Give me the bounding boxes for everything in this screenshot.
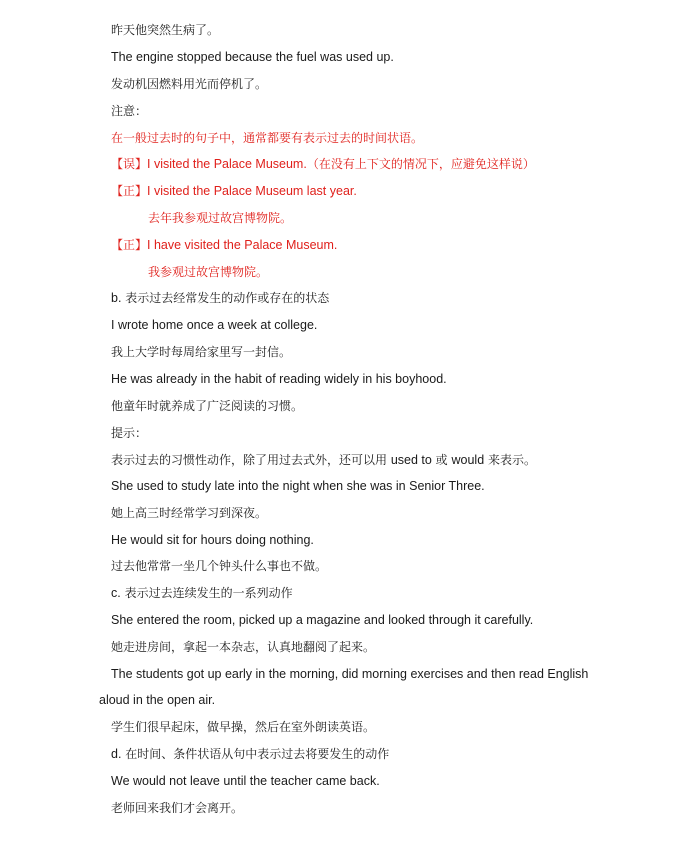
correct-example-line (111, 237, 337, 253)
section-marker: d. (111, 747, 122, 761)
example-sentence-continued: aloud in the open air. (99, 693, 216, 707)
section-heading-d (111, 746, 389, 762)
example-sentence: He would sit for hours doing nothing. (111, 533, 314, 547)
tip-text-part: 来表示。 (484, 453, 536, 467)
example-translation: 学生们很早起床，做早操，然后在室外朗读英语。 (111, 720, 376, 734)
wrong-example-note: （在没有上下文的情况下，应避免这样说） (306, 157, 535, 171)
section-title: 表示过去经常发生的动作或存在的状态 (125, 291, 330, 305)
example-sentence: She used to study late into the night when she was in Senior Three. (111, 479, 485, 493)
correct-example-line (111, 183, 357, 199)
example-sentence: He was already in the habit of reading widely in his boyhood. (111, 372, 447, 386)
correct-example-sentence: I visited the Palace Museum last year. (147, 184, 357, 198)
example-translation: 我上大学时每周给家里写一封信。 (111, 345, 292, 359)
example-sentence: The students got up early in the morning, did morning exercises and then read English (111, 667, 589, 681)
section-heading-b (111, 290, 329, 306)
correct-example-translation: 我参观过故宫博物院。 (148, 265, 269, 279)
tip-text-part: 表示过去的习惯性动作，除了用过去式外，还可以用 (111, 453, 391, 467)
tip-text (111, 452, 536, 468)
example-translation: 昨天他突然生病了。 (111, 23, 220, 37)
wrong-example-line (111, 156, 535, 172)
wrong-tag: 【误】 (111, 157, 148, 171)
correct-example-translation: 去年我参观过故宫博物院。 (148, 211, 293, 225)
example-translation: 过去他常常一坐几个钟头什么事也不做。 (111, 559, 328, 573)
example-translation: 他童年时就养成了广泛阅读的习惯。 (111, 399, 304, 413)
section-heading-c (111, 585, 293, 601)
correct-tag: 【正】 (111, 238, 148, 252)
wrong-example-sentence: I visited the Palace Museum. (147, 157, 307, 171)
note-rule: 在一般过去时的句子中，通常都要有表示过去的时间状语。 (111, 131, 424, 145)
section-marker: c. (111, 586, 121, 600)
tip-keyword: would (451, 453, 485, 467)
section-title: 在时间、条件状语从句中表示过去将要发生的动作 (125, 747, 390, 761)
section-marker: b. (111, 291, 122, 305)
tip-text-part: 或 (431, 453, 452, 467)
example-sentence: The engine stopped because the fuel was used up. (111, 50, 394, 64)
example-translation: 发动机因燃料用光而停机了。 (111, 77, 268, 91)
tip-keyword: used to (390, 453, 432, 467)
correct-example-sentence: I have visited the Palace Museum. (147, 238, 338, 252)
example-translation: 她走进房间，拿起一本杂志，认真地翻阅了起来。 (111, 640, 376, 654)
example-translation: 老师回来我们才会离开。 (111, 801, 244, 815)
note-heading: 注意： (111, 104, 148, 118)
example-sentence: She entered the room, picked up a magazine and looked through it carefully. (111, 613, 534, 627)
section-title: 表示过去连续发生的一系列动作 (124, 586, 293, 600)
example-translation: 她上高三时经常学习到深夜。 (111, 506, 268, 520)
tip-heading: 提示： (111, 426, 148, 440)
example-sentence: We would not leave until the teacher came back. (111, 774, 380, 788)
correct-tag: 【正】 (111, 184, 148, 198)
example-sentence: I wrote home once a week at college. (111, 318, 318, 332)
